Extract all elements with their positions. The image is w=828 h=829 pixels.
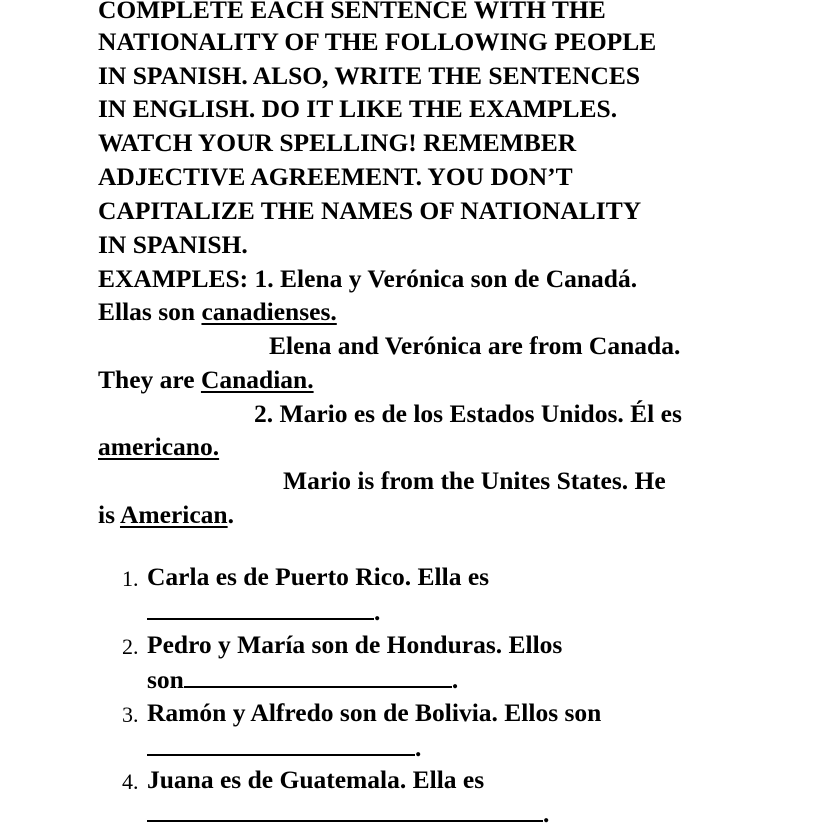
instruction-line-1: COMPLETE EACH SENTENCE WITH THE [98,0,606,24]
example-2-spanish-line2 [98,432,219,462]
example-1-spanish [98,297,337,327]
exercise-1-number: 1. [122,566,139,591]
example-2-spanish-answer: americano. [98,432,220,461]
exercise-2-number: 2. [122,634,139,659]
exercise-3-answer-blank[interactable] [147,732,415,756]
example-2-english-answer: American [119,500,228,529]
instruction-line-5: WATCH YOUR SPELLING! REMEMBER [98,128,577,157]
example-1-english-answer: Canadian. [200,365,314,394]
exercise-3-suffix: . [415,733,422,762]
instruction-line-6: ADJECTIVE AGREEMENT. YOU DON’T [98,162,573,191]
exercise-1-line1: Carla es de Puerto Rico. Ella es [147,562,490,591]
instruction-line-4: IN ENGLISH. DO IT LIKE THE EXAMPLES. [98,94,618,123]
example-2-english-line2 [98,500,234,530]
example-1-spanish-prefix: Ellas son [98,297,202,326]
instruction-line-3: IN SPANISH. ALSO, WRITE THE SENTENCES [98,61,641,90]
exercise-1-answer-blank[interactable] [147,596,374,620]
exercise-3-line2 [147,732,421,763]
exercise-4-line2 [147,798,549,829]
exercise-3-number: 3. [122,702,139,727]
exercise-2-line2 [147,664,458,695]
exercise-1-suffix: . [374,597,381,626]
example-2-spanish-line1: 2. Mario es de los Estados Unidos. Él es [254,399,682,428]
example-1-english-line1: Elena and Verónica are from Canada. [269,331,681,360]
example-2-english-line1: Mario is from the Unites States. He [283,466,666,495]
instruction-line-2: NATIONALITY OF THE FOLLOWING PEOPLE [98,27,657,56]
example-1-english-prefix: They are [98,365,201,394]
example-2-english-prefix: is [98,500,120,529]
exercise-2-line1: Pedro y María son de Honduras. Ellos [147,630,563,659]
exercise-1-line2 [147,596,380,627]
exercise-4-answer-blank[interactable] [147,798,543,822]
exercise-4-suffix: . [543,799,550,828]
exercise-4-line1: Juana es de Guatemala. Ella es [147,765,485,794]
exercise-2-suffix: . [451,665,459,694]
exercise-2-prefix: son [147,665,184,694]
example-2-english-suffix: . [227,500,234,529]
example-1-spanish-answer: canadienses. [201,297,337,326]
instruction-line-7: CAPITALIZE THE NAMES OF NATIONALITY [98,196,642,225]
example-1-english-line2 [98,365,314,395]
examples-heading: EXAMPLES: 1. Elena y Verónica son de Canadá. [98,264,638,293]
exercise-4-number: 4. [122,769,139,794]
instruction-line-8: IN SPANISH. [98,230,248,259]
exercise-2-answer-blank[interactable] [184,664,452,688]
exercise-3-line1: Ramón y Alfredo son de Bolivia. Ellos son [147,698,602,727]
